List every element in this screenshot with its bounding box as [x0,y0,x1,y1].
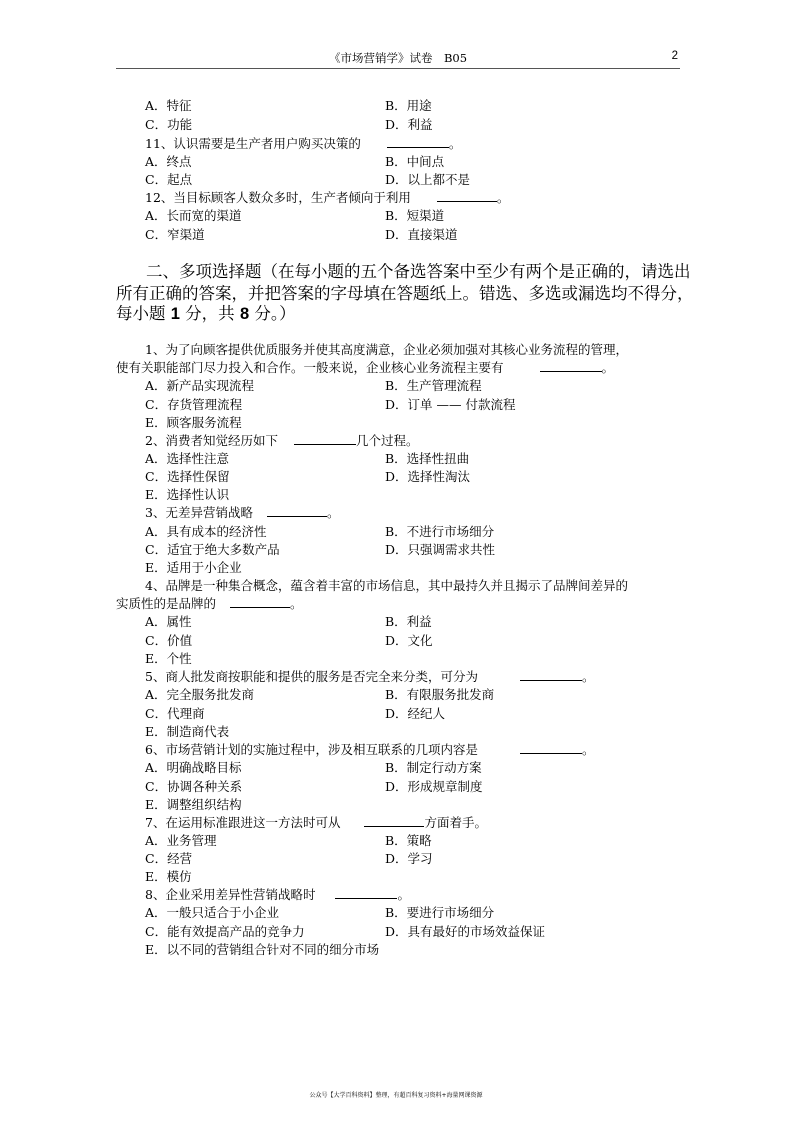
m8-option-d: D．具有最好的市场效益保证 [385,924,546,939]
answer-blank [520,742,582,754]
answer-blank [387,136,449,148]
m4-stem-line-1: 4、品牌是一种集合概念，蕴含着丰富的市场信息，其中最持久并且揭示了品牌间差异的 [145,578,628,593]
m4-stem-line-2: 实质性的是品牌的 。 [116,596,303,611]
answer-blank [520,669,582,681]
m5-option-a: A．完全服务批发商 [145,687,255,702]
m1-stem-line-1: 1、为了向顾客提供优质服务并使其高度满意，企业必须加强对其核心业务流程的管理， [145,342,628,357]
q10-option-b: B．用途 [385,98,432,113]
m1-option-b: B．生产管理流程 [385,378,482,393]
m7-stem: 7、在运用标准跟进这一方法时可从 方面着手。 [145,815,487,830]
answer-blank [230,596,290,608]
answer-blank [437,190,497,202]
q12-option-b: B．短渠道 [385,208,445,223]
m1-option-a: A．新产品实现流程 [145,378,255,393]
m3-option-d: D．只强调需求共性 [385,542,496,557]
section-heading-line-2: 所有正确的答案，并把答案的字母填在答题纸上。错选、多选或漏选均不得分， [116,284,694,303]
m2-option-e: E．选择性认识 [145,487,230,502]
q12-stem: 12、当目标顾客人数众多时，生产者倾向于利用 。 [145,190,510,205]
m5-stem: 5、商人批发商按职能和提供的服务是否完全来分类，可分为 。 [145,669,595,684]
q10-option-d: D．利益 [385,117,433,132]
q11-option-a: A．终点 [145,154,192,169]
m1-option-d: D．订单 —— 付款流程 [385,397,516,412]
m8-option-b: B．要进行市场细分 [385,905,495,920]
m3-option-e: E．适用于小企业 [145,560,242,575]
page-header [116,48,680,69]
m4-option-a: A．属性 [145,614,192,629]
m7-option-c: C．经营 [145,851,193,866]
m7-option-d: D．学习 [385,851,433,866]
q12-option-c: C．窄渠道 [145,227,205,242]
q12-option-d: D．直接渠道 [385,227,458,242]
q11-option-c: C．起点 [145,172,193,187]
page-number: 2 [671,50,678,62]
m2-option-d: D．选择性淘汰 [385,469,471,484]
q10-option-a: A．特征 [145,98,192,113]
m6-option-a: A．明确战略目标 [145,760,242,775]
m4-option-c: C．价值 [145,633,193,648]
answer-blank [335,887,397,899]
section-heading-line-3: 每小题 1 分，共 8 分。） [116,304,296,323]
m8-stem: 8、企业采用差异性营销战略时 。 [145,887,410,902]
m6-option-b: B．制定行动方案 [385,760,482,775]
answer-blank [364,815,424,827]
m7-option-e: E．模仿 [145,869,192,884]
q11-option-b: B．中间点 [385,154,445,169]
q11-option-d: D．以上都不是 [385,172,471,187]
m3-stem: 3、无差异营销战略 。 [145,505,340,520]
m7-option-a: A．业务管理 [145,833,217,848]
m5-option-b: B．有限服务批发商 [385,687,495,702]
m6-option-e: E．调整组织结构 [145,797,242,812]
m4-option-d: D．文化 [385,633,433,648]
q11-stem: 11、认识需要是生产者用户购买决策的 。 [145,136,462,151]
m1-option-c: C．存货管理流程 [145,397,243,412]
m8-option-a: A．一般只适合于小企业 [145,905,280,920]
m4-option-e: E．个性 [145,651,192,666]
m2-option-b: B．选择性扭曲 [385,451,470,466]
m5-option-e: E．制造商代表 [145,724,230,739]
m1-option-e: E．顾客服务流程 [145,415,242,430]
m5-option-d: D．经纪人 [385,706,446,721]
m3-option-b: B．不进行市场细分 [385,524,495,539]
answer-blank [540,360,602,372]
m8-option-e: E．以不同的营销组合针对不同的细分市场 [145,942,380,957]
m1-stem-line-2: 使有关职能部门尽力投入和合作。一般来说，企业核心业务流程主要有 。 [116,360,615,375]
answer-blank [294,433,356,445]
m6-option-d: D．形成规章制度 [385,779,483,794]
m2-option-a: A．选择性注意 [145,451,230,466]
m8-option-c: C．能有效提高产品的竞争力 [145,924,305,939]
q10-option-c: C．功能 [145,117,193,132]
section-heading-line-1: 二、多项选择题（在每小题的五个备选答案中至少有两个是正确的，请选出 [146,262,691,281]
m3-option-c: C．适宜于绝大多数产品 [145,542,280,557]
m3-option-a: A．具有成本的经济性 [145,524,267,539]
m7-option-b: B．策略 [385,833,432,848]
m6-option-c: C．协调各种关系 [145,779,243,794]
page-footer: 公众号【大学百科资料】整理，有超百科复习资料+海量网课资源 [309,1092,483,1099]
m2-option-c: C．选择性保留 [145,469,230,484]
m4-option-b: B．利益 [385,614,432,629]
m2-stem: 2、消费者知觉经历如下 几个过程。 [145,433,419,448]
answer-blank [267,505,327,517]
m6-stem: 6、市场营销计划的实施过程中，涉及相互联系的几项内容是 。 [145,742,595,757]
m5-option-c: C．代理商 [145,706,205,721]
header-title: 《市场营销学》试卷 B05 [328,51,468,65]
q12-option-a: A．长而宽的渠道 [145,208,242,223]
